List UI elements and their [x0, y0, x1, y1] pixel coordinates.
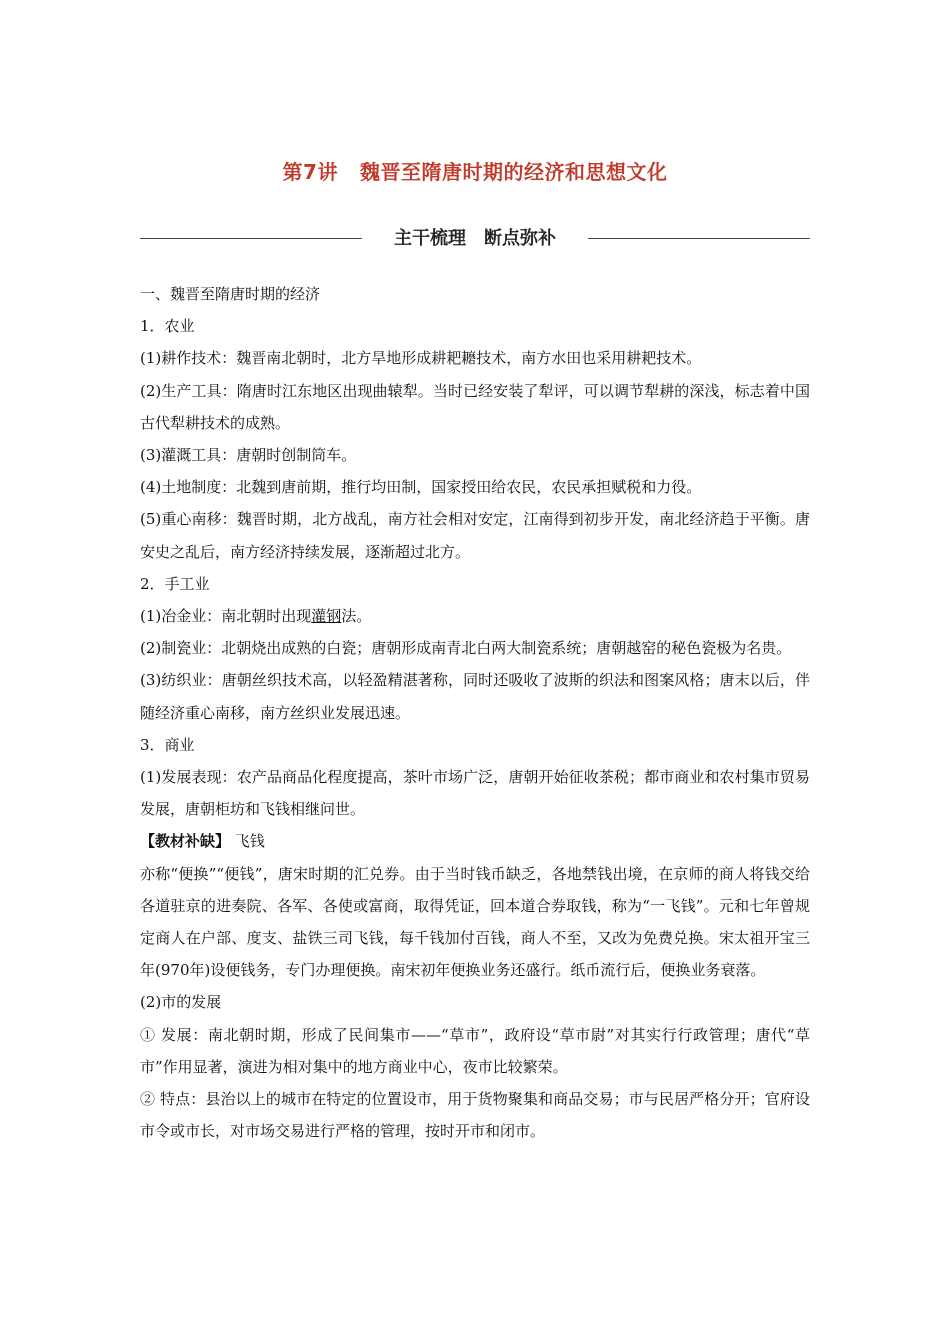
commerce-paragraph-2: (2)市的发展: [140, 993, 222, 1012]
page-title: [0, 156, 950, 185]
heading-handicraft: 2．手工业: [140, 574, 210, 593]
supplement-label: 【教材补缺】: [140, 832, 231, 851]
section-header-part1: 主干梳理: [394, 228, 466, 249]
section-divider-left: [140, 238, 362, 239]
commerce-paragraph-2-1: ① 发展：南北朝时期，形成了民间集市——“草市”，政府设“草市尉”对其实行行政管理；唐代“草市”作用显著，演进为相对集中的地方商业中心，夜市比较繁荣。: [140, 1025, 810, 1076]
section-header-part2: 断点弥补: [484, 228, 556, 249]
heading-commerce: 3．商业: [140, 735, 195, 754]
section-divider-right: [588, 238, 810, 239]
agri-paragraph-4: (4)土地制度：北魏到唐前期，推行均田制，国家授田给农民，农民承担赋税和力役。: [140, 478, 702, 497]
agri-paragraph-5: (5)重心南移：魏晋时期，北方战乱，南方社会相对安定，江南得到初步开发，南北经济趋于平衡。唐安史之乱后，南方经济持续发展，逐渐超过北方。: [140, 510, 810, 561]
heading-economy: 一、魏晋至隋唐时期的经济: [140, 285, 321, 303]
agri-paragraph-2: (2)生产工具：隋唐时江东地区出现曲辕犁。当时已经安装了犁评，可以调节犁耕的深浅，标志着中国古代犁耕技术的成熟。: [140, 381, 810, 432]
section-header: [140, 226, 810, 252]
craft-p1-pre: (1)冶金业：南北朝时出现: [140, 607, 312, 626]
supplement-heading: [140, 825, 810, 857]
craft-paragraph-1: [140, 600, 810, 632]
commerce-paragraph-1: (1)发展表现：农产品商品化程度提高，茶叶市场广泛，唐朝开始征收茶税；都市商业和农村集市贸易发展，唐朝柜坊和飞钱相继问世。: [140, 768, 810, 819]
supplement-text: 亦称“便换”“便钱”，唐宋时期的汇兑券。由于当时钱币缺乏，各地禁钱出境，在京师的商人将钱交给各道驻京的进奏院、各军、各使或富商，取得凭证，回本道合券取钱，称为“一飞钱”。元和七年曾规定商人在户部、度支、盐铁三司飞钱，每千钱加付百钱，商人不至，又改为免费兑换。宋太祖开宝三年(970年)设便钱务，专门办理便换。南宋初年便换业务还盛行。纸币流行后，便换业务衰落。: [140, 864, 810, 980]
supplement-title: 飞钱: [234, 832, 265, 851]
lesson-number: 第7讲: [282, 160, 338, 184]
agri-paragraph-3: (3)灌溉工具：唐朝时创制筒车。: [140, 446, 357, 465]
document-body: [140, 278, 810, 1147]
agri-paragraph-1: (1)耕作技术：魏晋南北朝时，北方旱地形成耕耙耱技术，南方水田也采用耕耙技术。: [140, 349, 702, 368]
craft-paragraph-2: (2)制瓷业：北朝烧出成熟的白瓷；唐朝形成南青北白两大制瓷系统；唐朝越窑的秘色瓷极为名贵。: [140, 639, 792, 658]
lesson-topic: 魏晋至隋唐时期的经济和思想文化: [359, 160, 668, 184]
section-header-label: [362, 226, 588, 252]
craft-p1-underlined: 灌钢: [311, 607, 342, 626]
heading-agriculture: 1．农业: [140, 317, 195, 336]
craft-paragraph-3: (3)纺织业：唐朝丝织技术高，以轻盈精湛著称，同时还吸收了波斯的织法和图案风格；唐末以后，伴随经济重心南移，南方丝织业发展迅速。: [140, 671, 810, 722]
commerce-paragraph-2-2: ② 特点：县治以上的城市在特定的位置设市，用于货物聚集和商品交易；市与民居严格分开；官府设市令或市长，对市场交易进行严格的管理，按时开市和闭市。: [140, 1090, 810, 1141]
craft-p1-post: 法。: [341, 607, 372, 626]
